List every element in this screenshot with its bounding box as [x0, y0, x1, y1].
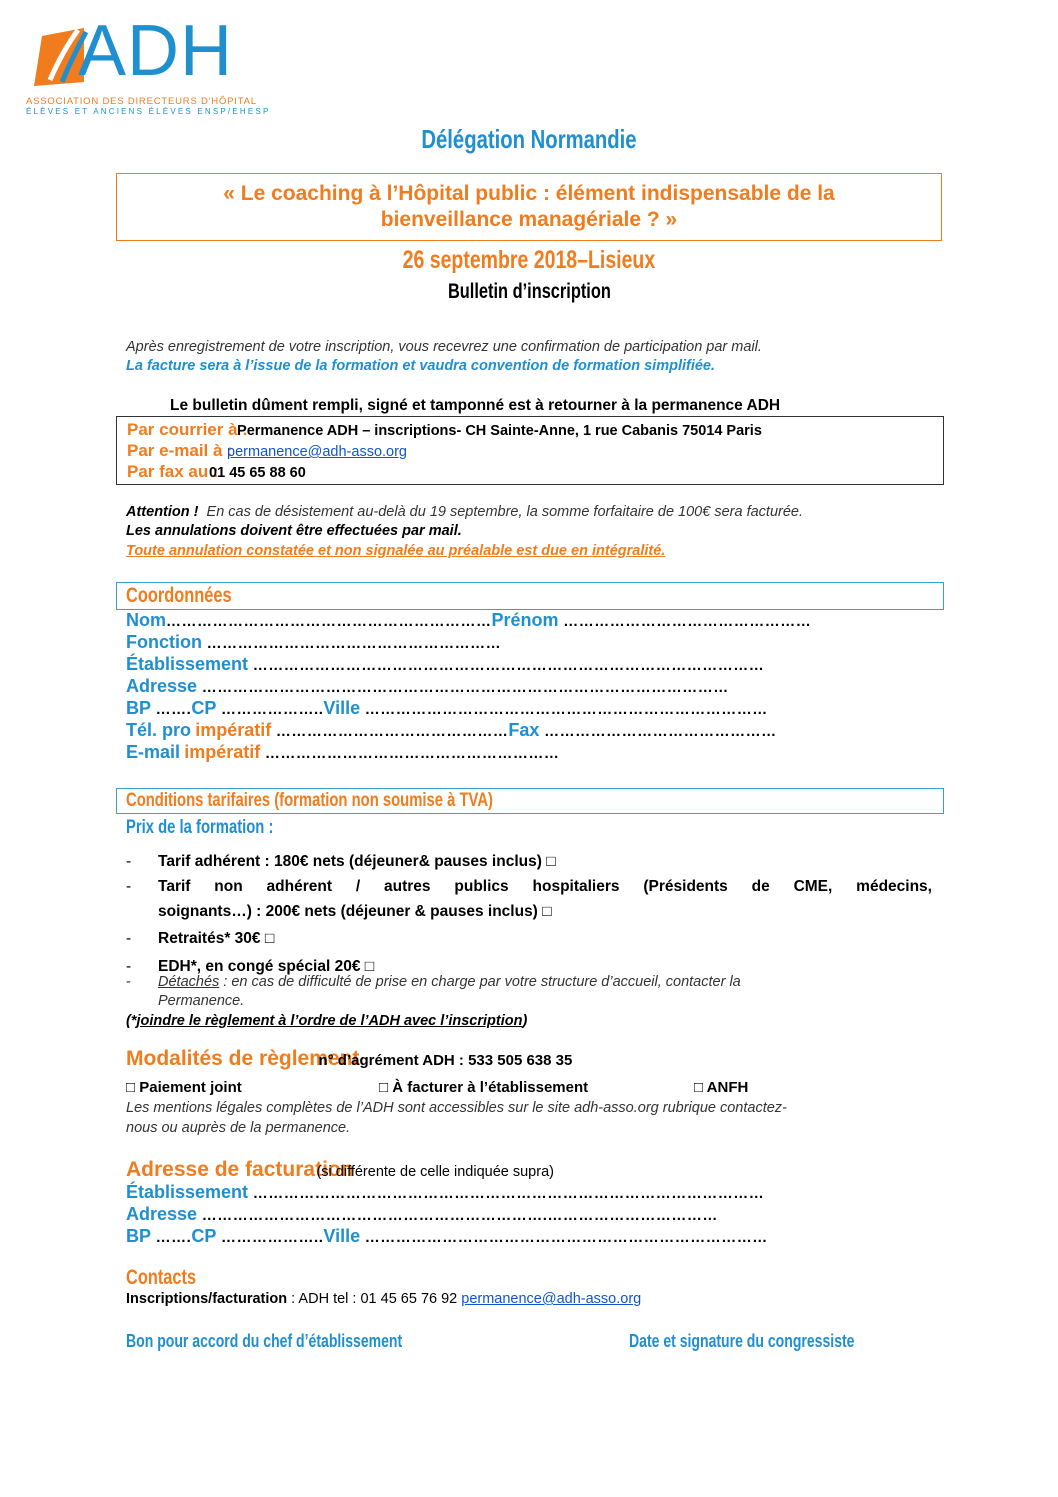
tarifs-bar: [116, 788, 944, 814]
field-prenom: Prénom: [491, 610, 559, 630]
attention-line-3: Toute annulation constatée et non signalée au préalable est due en intégralité.: [126, 543, 666, 559]
event-title-box: [116, 173, 942, 241]
return-heading: Le bulletin dûment rempli, signé et tamponné est à retourner à la permanence ADH: [170, 397, 781, 414]
facturation-note: (si différente de celle indiquée supra): [316, 1164, 554, 1180]
contacts-email-link[interactable]: permanence@adh-asso.org: [461, 1291, 642, 1307]
coordonnees-bar: [116, 582, 944, 610]
field-email[interactable]: E-mail impératif …………………………………………………: [126, 742, 560, 762]
agrement-number: n° d’agrément ADH : 533 505 638 35: [318, 1052, 573, 1069]
fax-label: Par fax au :: [127, 462, 219, 481]
tarif-non-adherent[interactable]: - Tarif non adhérent / autres publics hospitaliers (Présidents de CME, médecins, soignants…) : 200€ nets (déjeuner & pauses inclus) □: [126, 878, 932, 920]
tarif-detaches: - Détachés : en cas de difficulté de prise en charge par votre structure d’accueil, contacter la Permanence.: [126, 974, 741, 1009]
signature-congressiste: Date et signature du congressiste: [629, 1331, 855, 1351]
field-bp-cp-ville[interactable]: BP …….CP ………………..Ville ……………………………………………………………………: [126, 698, 768, 718]
signature-chef: Bon pour accord du chef d’établissement: [126, 1331, 403, 1351]
option-paiement-joint[interactable]: □ Paiement joint: [126, 1079, 242, 1096]
tarif-retraites[interactable]: - Retraités* 30€ □: [126, 930, 275, 947]
reglement-note: (*joindre le règlement à l’ordre de l’ADH avec l’inscription): [126, 1013, 528, 1029]
courrier-label: Par courrier à :: [127, 420, 248, 439]
coordonnees-heading: Coordonnées: [126, 584, 232, 607]
field-nom[interactable]: Nom………………………………………………………Prénom …………………………………………: [126, 610, 812, 630]
email-link[interactable]: permanence@adh-asso.org: [227, 444, 407, 460]
event-date: 26 septembre 2018–Lisieux: [402, 246, 656, 274]
legal-line-2: nous ou auprès de la permanence.: [126, 1120, 351, 1136]
contacts-phone: : ADH tel : 01 45 65 76 92: [287, 1291, 462, 1307]
intro-line-1: Après enregistrement de votre inscription, vous recevrez une confirmation de participation par mail.: [126, 339, 762, 355]
event-title-line-2: bienveillance managériale ? »: [380, 208, 678, 231]
option-facturer-etablissement[interactable]: □ À facturer à l’établissement: [379, 1079, 589, 1096]
adh-logo: [22, 11, 271, 118]
contacts-heading: Contacts: [126, 1266, 197, 1289]
fact-field-etablissement[interactable]: Établissement ………………………………………………………………………………………: [126, 1182, 765, 1202]
field-fonction[interactable]: Fonction …………………………………………………: [126, 632, 502, 652]
field-etablissement[interactable]: Établissement ………………………………………………………………………………………: [126, 654, 765, 674]
legal-line-1: Les mentions légales complètes de l’ADH sont accessibles sur le site adh-asso.org rubrique contactez-: [126, 1100, 787, 1116]
contacts-label: Inscriptions/facturation: [126, 1291, 288, 1307]
field-adresse[interactable]: Adresse …………………………………………………………………………………………: [126, 676, 729, 696]
form-subtitle: Bulletin d’inscription: [447, 280, 611, 303]
facturation-heading: Adresse de facturation: [126, 1158, 354, 1181]
return-box: [116, 416, 944, 485]
attention-line-2: Les annulations doivent être effectuées par mail.: [126, 523, 462, 539]
attention-label: Attention !: [126, 504, 199, 520]
tarifs-heading: Conditions tarifaires (formation non soumise à TVA): [126, 790, 493, 811]
email-label: Par e-mail à :: [127, 441, 233, 460]
logo-tagline-2: ÉLÈVES ET ANCIENS ÉLÈVES ENSP/EHESP: [26, 107, 271, 116]
fact-field-bp-cp-ville[interactable]: BP …….CP ………………..Ville ……………………………………………………………………: [126, 1226, 768, 1246]
prix-heading: Prix de la formation :: [126, 817, 274, 838]
tarif-edh[interactable]: - EDH*, en congé spécial 20€ □: [126, 958, 375, 975]
reglement-heading: Modalités de règlement: [126, 1047, 360, 1070]
attention-text: En cas de désistement au-delà du 19 septembre, la somme forfaitaire de 100€ sera facturée.: [206, 504, 803, 520]
fact-field-adresse[interactable]: Adresse ………………………………………………………….……………………………: [126, 1204, 718, 1224]
logo-text: ADH: [78, 11, 234, 91]
delegation-title: Délégation Normandie: [421, 124, 637, 154]
option-anfh[interactable]: □ ANFH: [694, 1079, 749, 1096]
tarif-adherent[interactable]: - Tarif adhérent : 180€ nets (déjeuner& pauses inclus) □: [126, 853, 556, 870]
intro-line-2: La facture sera à l’issue de la formation et vaudra convention de formation simplifiée.: [126, 358, 716, 374]
logo-tagline-1: ASSOCIATION DES DIRECTEURS D'HÔPITAL: [26, 96, 257, 107]
field-tel-fax[interactable]: Tél. pro impératif ………………………………………Fax ………………………………………: [126, 720, 777, 740]
event-title-line-1: « Le coaching à l’Hôpital public : élément indispensable de la: [223, 182, 835, 205]
courrier-value: Permanence ADH – inscriptions- CH Sainte-Anne, 1 rue Cabanis 75014 Paris: [237, 423, 762, 439]
fax-value: 01 45 65 88 60: [209, 465, 306, 481]
